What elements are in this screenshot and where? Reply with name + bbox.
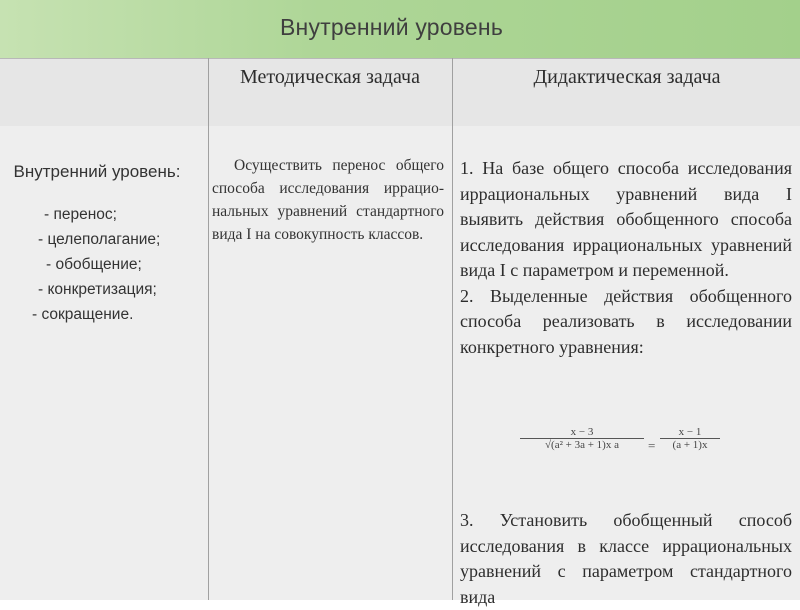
fraction-right — [660, 426, 720, 451]
equals-sign: = — [648, 438, 656, 453]
fraction-denominator: √(a² + 3a + 1)x a — [545, 439, 619, 451]
header-methodical-task: Методическая задача — [240, 66, 420, 88]
slide-title: Внутренний уровень — [280, 14, 504, 40]
list-item: - сокращение. — [32, 306, 134, 323]
title-banner — [0, 0, 800, 59]
list-item: - обобщение; — [46, 256, 142, 273]
list-item: - перенос; — [44, 206, 117, 223]
fraction-denominator: (a + 1)x — [672, 439, 708, 451]
methodical-task-text: Осуществить перенос общего способа исследования иррацио-нальных уравнений стандартного вида I на совокупность классов. — [212, 157, 444, 243]
didactic-task-text — [460, 156, 792, 360]
didactic-item-2: 2. Выделенные действия обобщенного способа реализовать в исследовании конкретного уравнения: — [460, 285, 792, 357]
list-item: - конкретизация; — [38, 281, 157, 298]
column-divider — [452, 58, 453, 600]
level-cell — [14, 160, 206, 327]
level-list — [14, 202, 206, 327]
fraction-numerator: x − 1 — [660, 426, 720, 439]
column-divider — [208, 58, 209, 600]
list-item: - целеполагание; — [38, 231, 161, 248]
didactic-item-1: 1. На базе общего способа исследования иррациональных уравнений вида I выявить действия обобщенного способа исследования иррациональных уравнений вида I с параметром и переменной. — [460, 158, 792, 280]
header-didactic-task: Дидактическая задача — [533, 66, 721, 88]
equation-formula — [520, 426, 720, 466]
didactic-item-3: 3. Установить обобщенный способ исследования в классе иррациональных уравнений с параметром стандартного вида — [460, 510, 792, 607]
level-title: Внутренний уровень: — [13, 162, 181, 181]
fraction-numerator: x − 3 — [520, 426, 644, 439]
fraction-left — [520, 426, 644, 451]
